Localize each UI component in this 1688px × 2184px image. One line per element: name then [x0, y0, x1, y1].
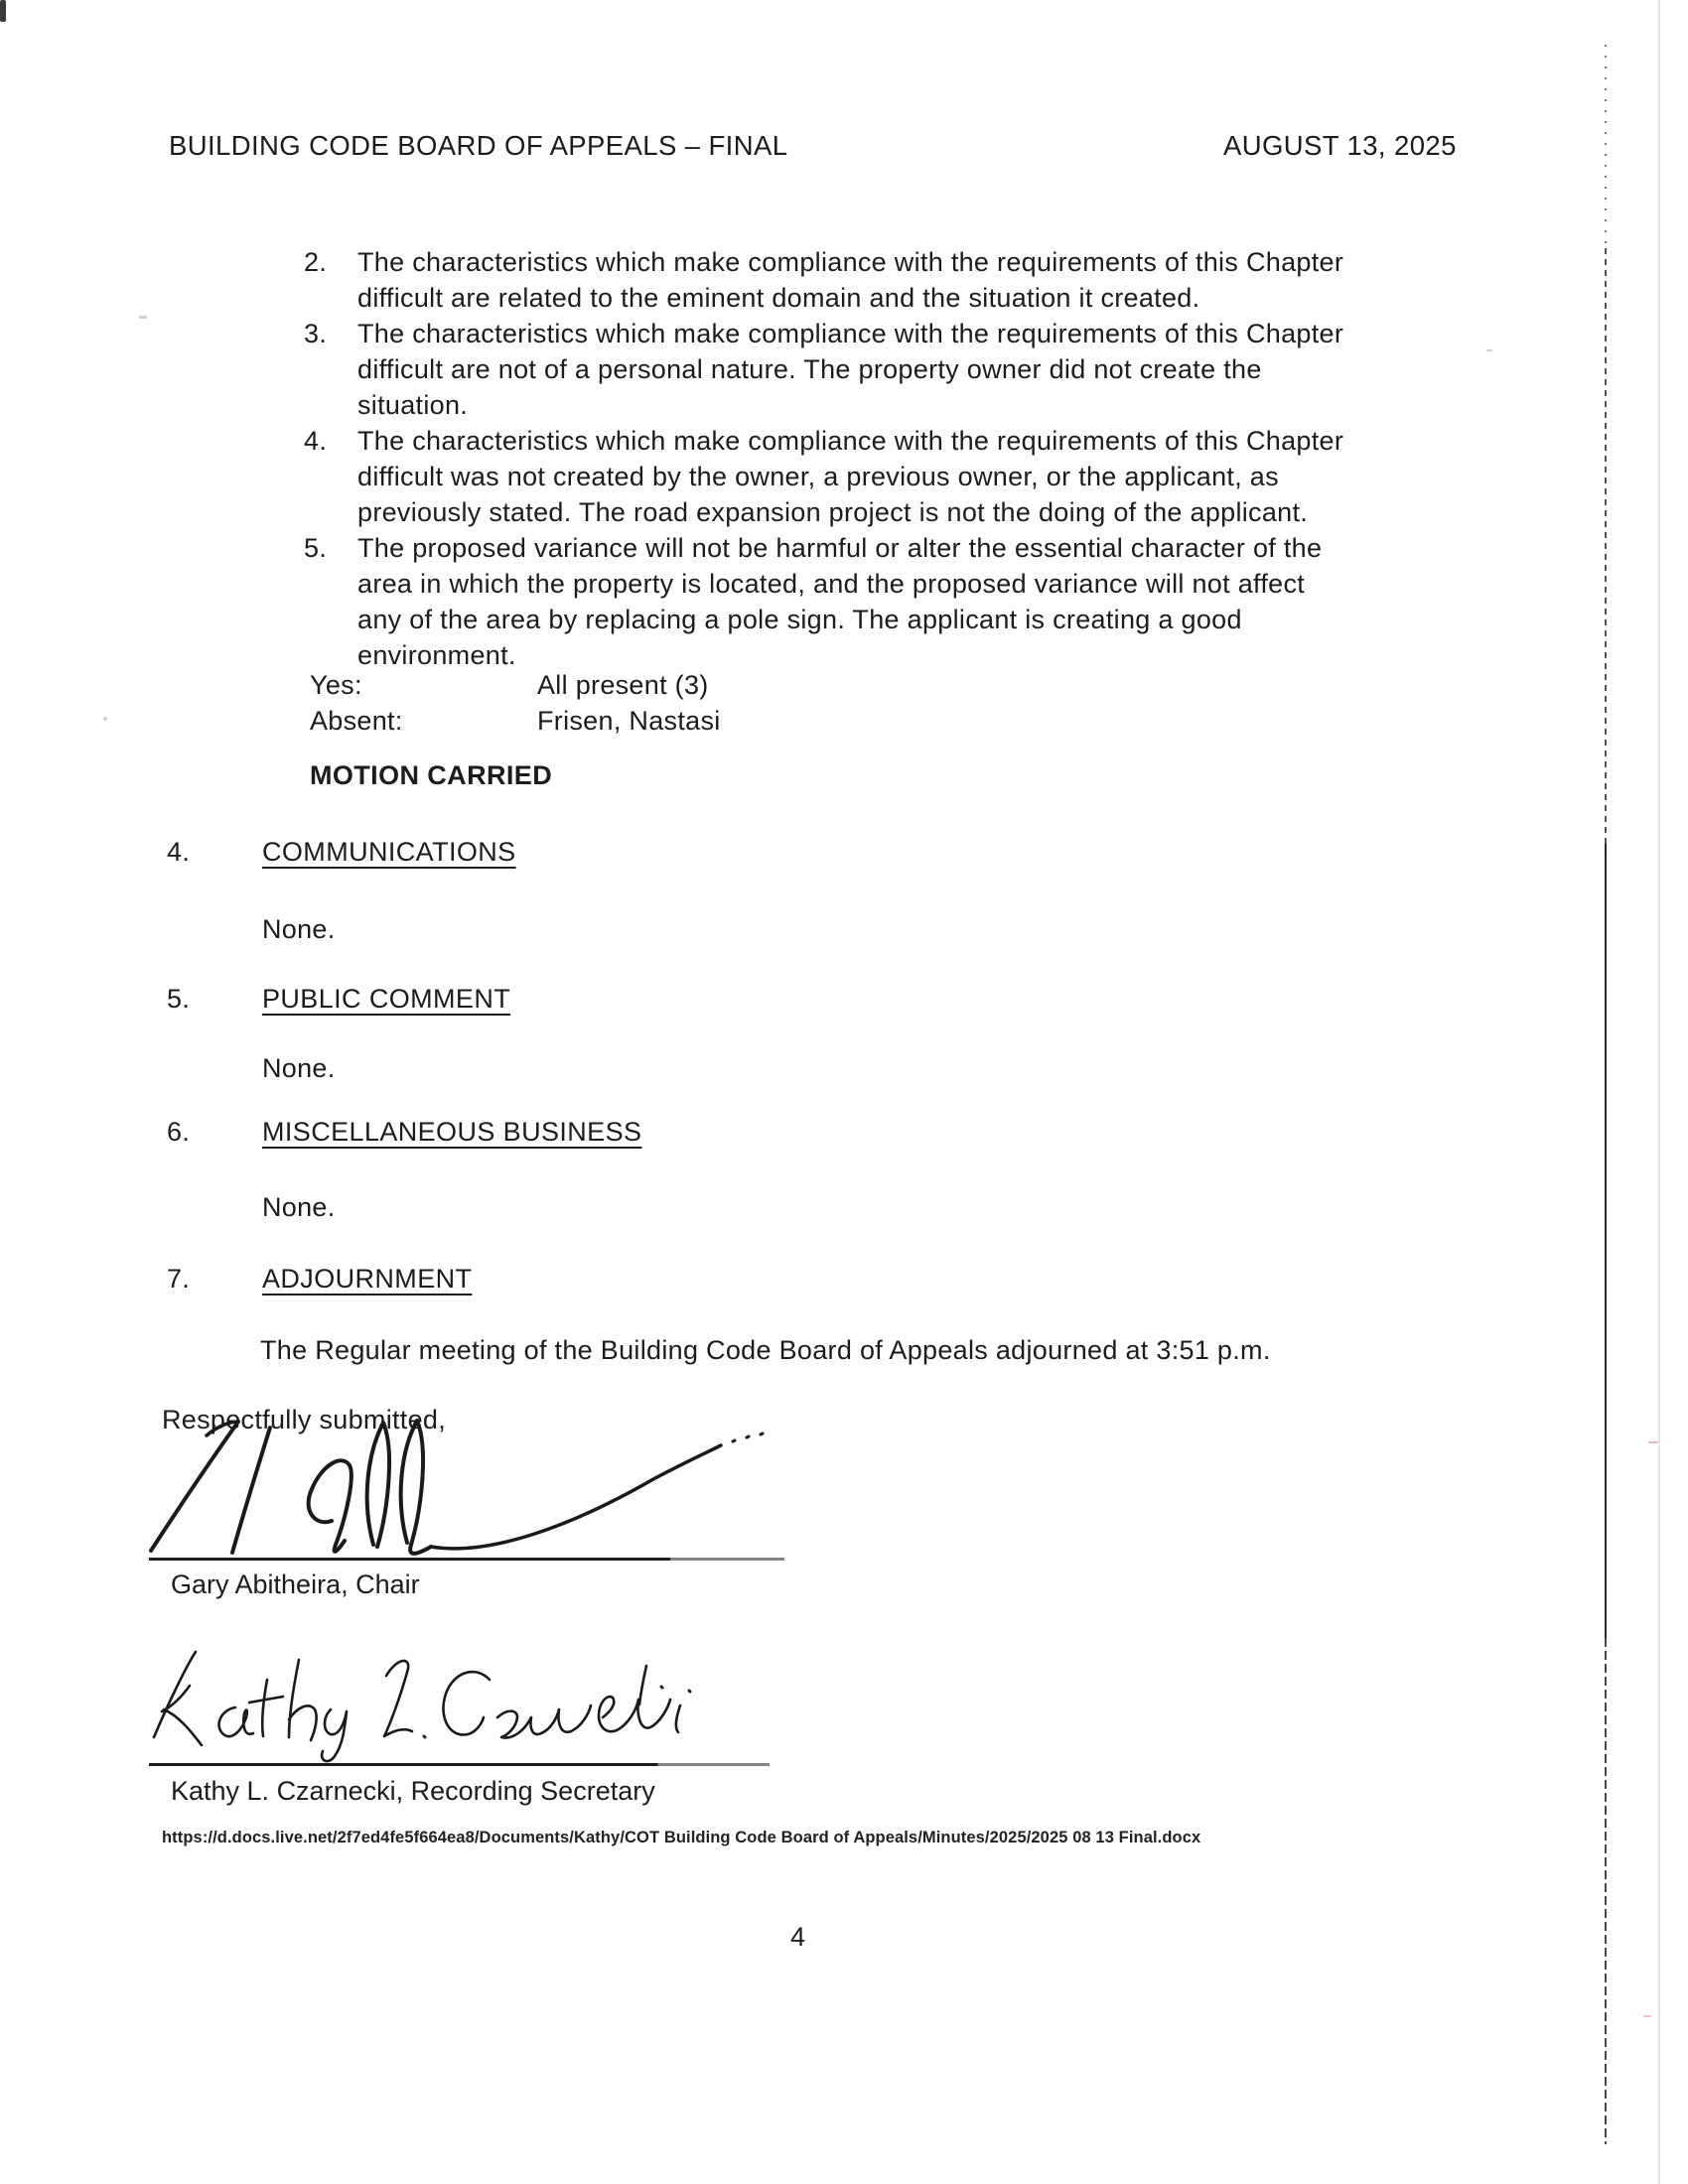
section-body: None. [262, 1053, 336, 1083]
signature-kathy-czarnecki [144, 1646, 720, 1765]
list-item [304, 316, 1360, 423]
vote-yes-value: All present (3) [537, 670, 709, 700]
signature-line [149, 1763, 770, 1766]
section-number: 6. [167, 1117, 191, 1147]
document-date: AUGUST 13, 2025 [1223, 130, 1457, 161]
list-item-number: 4. [304, 426, 328, 456]
section-number: 5. [167, 984, 191, 1014]
list-item-text: The characteristics which make compliance with the requirements of this Chapter difficult was not created by the owner, a previous owner, or the applicant, as previously stated. The road expansion project is not the doing of the applicant. [357, 426, 1344, 527]
section-public-comment [167, 981, 510, 1017]
motion-result: MOTION CARRIED [310, 760, 553, 790]
section-communications [167, 834, 516, 870]
scan-line-artifact [1605, 844, 1607, 1638]
list-item-text: The characteristics which make compliance with the requirements of this Chapter difficult are related to the eminent domain and the situation it created. [357, 247, 1344, 313]
list-item-text: The characteristics which make compliance with the requirements of this Chapter difficult are not of a personal nature. The property owner did not create the situation. [357, 319, 1344, 420]
list-item-number: 3. [304, 319, 328, 348]
vote-yes-label: Yes: [310, 670, 362, 700]
page-number: 4 [790, 1922, 806, 1952]
section-heading: PUBLIC COMMENT [262, 984, 511, 1014]
list-item-text: The proposed variance will not be harmful or alter the essential character of the area in which the property is located, and the proposed variance will not affect any of the area by replacing a pole sign. The applicant is creating a good environment. [357, 533, 1323, 670]
section-miscellaneous-business [167, 1114, 641, 1150]
vote-row-yes [310, 667, 721, 703]
scan-line-artifact [1605, 45, 1607, 248]
section-number: 7. [167, 1264, 191, 1294]
signer-name-secretary: Kathy L. Czarnecki, Recording Secretary [171, 1776, 655, 1806]
scan-line-artifact [1605, 248, 1607, 844]
section-heading: COMMUNICATIONS [262, 837, 516, 867]
section-body: The Regular meeting of the Building Code Board of Appeals adjourned at 3:51 p.m. [260, 1335, 1271, 1365]
vote-row-absent [310, 703, 721, 739]
vote-absent-value: Frisen, Nastasi [537, 706, 721, 736]
section-number: 4. [167, 837, 191, 867]
list-item [304, 423, 1360, 530]
section-heading: MISCELLANEOUS BUSINESS [262, 1117, 642, 1147]
signature-gary-abitheira [137, 1414, 812, 1563]
findings-list [304, 244, 1360, 673]
section-body: None. [262, 1192, 336, 1222]
section-body: None. [262, 914, 336, 944]
scan-speck [139, 316, 147, 319]
scan-speck [1486, 349, 1492, 351]
list-item [304, 244, 1360, 316]
scan-speck [0, 0, 6, 22]
scan-line-artifact [1605, 1638, 1607, 2144]
vote-absent-label: Absent: [310, 706, 403, 736]
list-item-number: 2. [304, 247, 328, 277]
salutation: Respectfully submitted, [162, 1405, 447, 1434]
section-adjournment [167, 1261, 472, 1297]
vote-tally [310, 667, 721, 739]
scan-speck [103, 717, 107, 721]
document-title: BUILDING CODE BOARD OF APPEALS – FINAL [169, 130, 788, 161]
section-heading: ADJOURNMENT [262, 1264, 473, 1294]
scan-speck [1643, 2015, 1651, 2017]
list-item-number: 5. [304, 533, 328, 563]
signature-line [149, 1558, 784, 1561]
scan-speck [1648, 1441, 1658, 1443]
paper-edge-line [1658, 0, 1660, 2184]
list-item [304, 530, 1360, 673]
file-path-text: https://d.docs.live.net/2f7ed4fe5f664ea8/Documents/Kathy/COT Building Code Board of Appeals/Minutes/2025/2025 08 13 Final.docx [162, 1829, 1201, 1846]
signer-name-chair: Gary Abitheira, Chair [171, 1570, 420, 1599]
